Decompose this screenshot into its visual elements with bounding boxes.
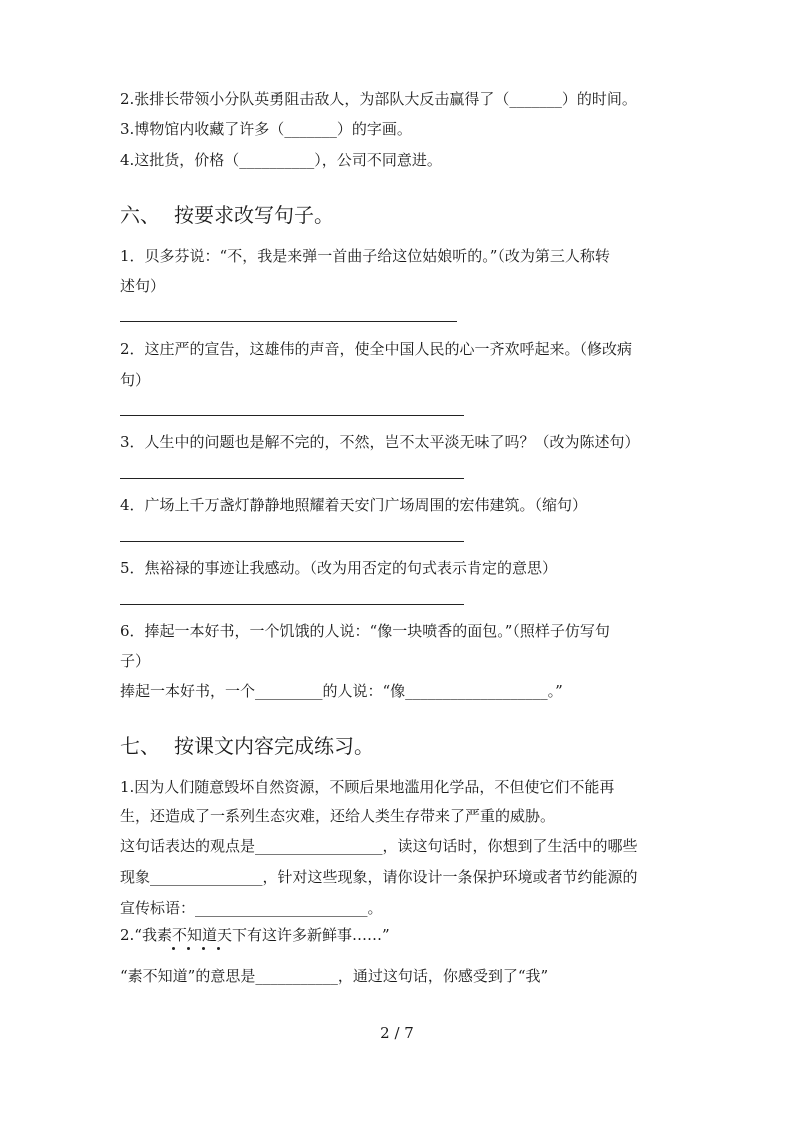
rewrite-q6-line1: 6．捧起一本好书，一个饥饿的人说：“像一块喷香的面包。”（照样子仿写句 <box>120 622 610 640</box>
emphasis-dot <box>172 947 175 950</box>
reading-q1-line2: 生，还造成了一系列生态灾难，还给人类生存带来了严重的威胁。 <box>120 807 556 825</box>
answer-line <box>120 541 464 542</box>
fill-blank-q3: 3.博物馆内收藏了许多（_______）的字画。 <box>120 120 412 138</box>
rewrite-q2-line2: 句） <box>120 371 151 389</box>
emphasis-dot <box>187 947 190 950</box>
rewrite-q6-line2: 子） <box>120 652 151 670</box>
section-number: 七、 <box>120 734 160 758</box>
answer-line <box>120 415 464 416</box>
section-number: 六、 <box>120 203 160 227</box>
section-title: 按要求改写句子。 <box>174 203 334 227</box>
reading-q1-line5: 宣传标语：_______________________。 <box>120 899 383 917</box>
rewrite-q1-line2: 述句） <box>120 277 166 295</box>
rewrite-q6-answer: 捧起一本好书，一个_________的人说：“像___________________。” <box>120 682 563 700</box>
section-heading-7 <box>120 733 374 759</box>
reading-q2-line2: “素不知道”的意思是___________，通过这句话，你感受到了“我” <box>120 967 549 985</box>
answer-line <box>120 604 464 605</box>
rewrite-q2-line1: 2．这庄严的宣告，这雄伟的声音，使全中国人民的心一齐欢呼起来。（修改病 <box>120 340 633 358</box>
section-heading-6 <box>120 202 334 228</box>
fill-blank-q4: 4.这批货，价格（__________），公司不同意进。 <box>120 151 442 169</box>
reading-q1-line1: 1.因为人们随意毁坏自然资源，不顾后果地滥用化学品，不但使它们不能再 <box>120 778 615 796</box>
fill-blank-q2: 2.张排长带领小分队英勇阻击敌人，为部队大反击赢得了（_______）的时间。 <box>120 90 637 108</box>
reading-q1-line4: 现象_______________，针对这些现象，请你设计一条保护环境或者节约能源的 <box>120 868 638 886</box>
section-title: 按课文内容完成练习。 <box>174 734 374 758</box>
answer-line <box>120 478 464 479</box>
reading-q1-line3: 这句话表达的观点是_________________，读这句话时，你想到了生活中的哪些 <box>120 837 638 855</box>
reading-q2-line1: 2.“我素不知道天下有这许多新鲜事……” <box>120 926 390 944</box>
rewrite-q5: 5．焦裕禄的事迹让我感动。（改为用否定的句式表示肯定的意思） <box>120 559 558 577</box>
page-number: 2 / 7 <box>380 1024 414 1042</box>
emphasis-dot <box>202 947 205 950</box>
rewrite-q1-line1: 1．贝多芬说：“不，我是来弹一首曲子给这位姑娘听的。”（改为第三人称转 <box>120 247 610 265</box>
answer-line <box>120 321 457 322</box>
rewrite-q3: 3．人生中的问题也是解不完的，不然，岂不太平淡无味了吗？（改为陈述句） <box>120 433 640 451</box>
emphasis-dot <box>217 947 220 950</box>
rewrite-q4: 4．广场上千万盏灯静静地照耀着天安门广场周围的宏伟建筑。（缩句） <box>120 496 588 514</box>
